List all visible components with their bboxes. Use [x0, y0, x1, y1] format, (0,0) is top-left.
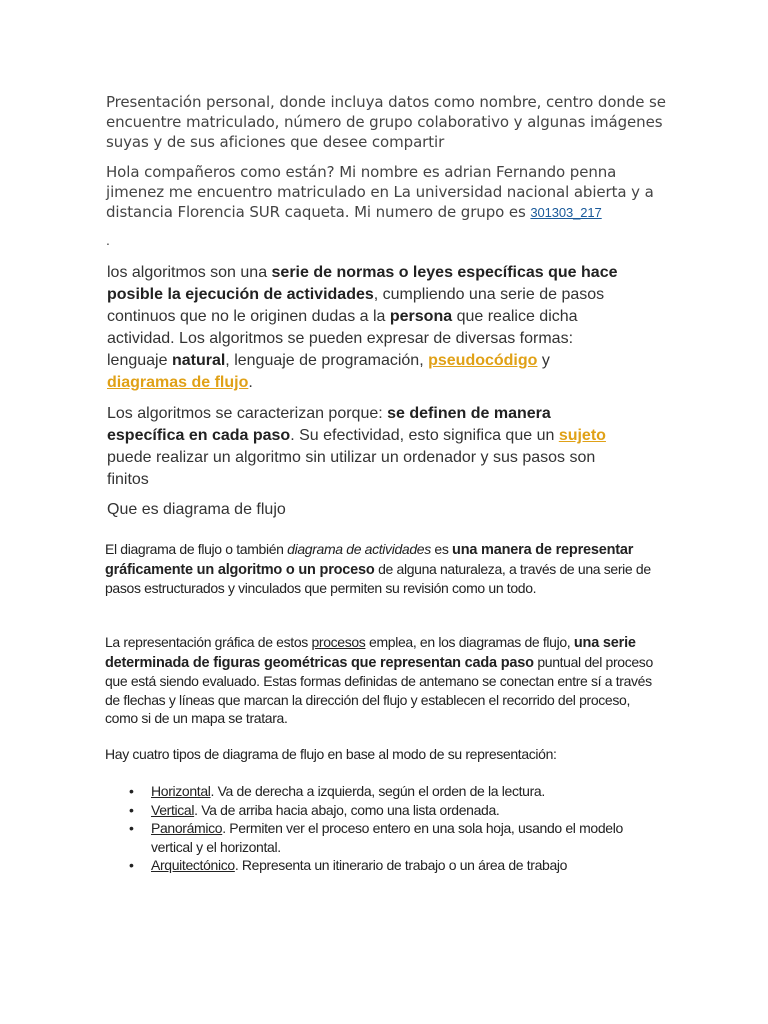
bullet-icon: • — [129, 820, 134, 836]
representation-bold: una serie determinada de figuras geométricas que representan cada paso — [105, 635, 636, 671]
types-list — [105, 782, 665, 875]
definition-paragraph — [105, 540, 665, 598]
algorithms-text-6: . — [248, 374, 253, 391]
list-item — [105, 782, 665, 801]
algorithms-bold-persona: persona — [389, 308, 453, 325]
question-heading: Que es diagrama de flujo — [107, 501, 286, 518]
procesos-link[interactable]: procesos — [311, 634, 366, 650]
sujeto-link[interactable]: sujeto — [558, 427, 606, 444]
representation-paragraph — [105, 633, 665, 728]
bullet-icon: • — [129, 783, 134, 799]
list-item — [105, 856, 665, 875]
algorithms-text-4: , lenguaje de programación, — [225, 352, 429, 369]
representation-text-1: La representación gráfica de estos — [105, 634, 312, 650]
definition-text-3: de alguna naturaleza, a través de una serie de pasos estructurados y vinculados que permiten su revisión como un todo. — [105, 560, 651, 596]
characteristics-text-3: puede realizar un algoritmo sin utilizar un ordenador y sus pasos son finitos — [107, 449, 596, 488]
definition-bold: una manera de representar gráficamente un algoritmo o un proceso — [105, 542, 634, 578]
characteristics-paragraph — [107, 403, 627, 491]
type-vertical-desc: . Va de arriba hacia abajo, como una lista ordenada. — [194, 801, 500, 818]
algorithms-bold-natural: natural — [171, 352, 226, 369]
algorithms-text-5: y — [537, 352, 550, 369]
characteristics-text-1: Los algoritmos se caracterizan porque: — [107, 405, 388, 422]
pseudocodigo-link[interactable]: pseudocódigo — [428, 352, 538, 369]
types-intro: Hay cuatro tipos de diagrama de flujo en base al modo de su representación: — [105, 746, 557, 762]
intro-text: Presentación personal, donde incluya datos como nombre, centro donde se encuentre matriculado, número de grupo colaborativo y algunas imágenes suyas y de sus aficiones que desee compartir — [106, 93, 666, 151]
type-arquitectonico-link[interactable]: Arquitectónico — [151, 857, 235, 873]
representation-text-2: emplea, en los diagramas de flujo, — [365, 634, 574, 650]
definition-text-1: El diagrama de flujo o también — [105, 541, 288, 557]
representation-text-3: puntual del proceso que está siendo evaluado. Estas formas definidas de antemano se conectan entre sí a través de flechas y líneas que marcan la dirección del flujo y establecen el recorrido del proceso, como si de un mapa se tratara. — [105, 653, 653, 726]
algorithms-text-2: , cumpliendo una serie de pasos continuos que no le originen dudas a la — [107, 286, 605, 325]
bullet-icon: • — [129, 801, 134, 818]
group-number-link[interactable]: 301303_217 — [530, 205, 602, 220]
type-panoramico-link[interactable]: Panorámico — [151, 820, 223, 836]
intro-paragraph — [106, 92, 666, 152]
algorithms-paragraph — [107, 262, 627, 394]
type-arquitectonico-desc: . Representa un itinerario de trabajo o un área de trabajo — [234, 857, 568, 873]
type-horizontal-link[interactable]: Horizontal — [151, 783, 211, 799]
list-item — [105, 801, 665, 820]
algorithms-text-1: los algoritmos son una — [107, 264, 272, 281]
type-vertical-link[interactable]: Vertical — [151, 801, 195, 818]
characteristics-text-2: . Su efectividad, esto significa que un — [290, 427, 559, 444]
trailing-period: . — [106, 232, 110, 248]
definition-text-2: es — [430, 541, 453, 557]
type-panoramico-desc: . Permiten ver el proceso entero en una sola hoja, usando el modelo vertical y el horizontal. — [151, 820, 623, 855]
bullet-icon: • — [129, 857, 134, 873]
definition-italic: diagrama de actividades — [287, 541, 431, 557]
list-item — [105, 819, 665, 856]
algorithms-bold-1: serie de normas o leyes específicas que hace posible la ejecución de actividades — [107, 264, 618, 303]
diagramas-de-flujo-link[interactable]: diagramas de flujo — [107, 374, 249, 391]
greeting-paragraph — [106, 162, 666, 223]
greeting-text: Hola compañeros como están? Mi nombre es adrian Fernando penna jimenez me encuentro matriculado en La universidad nacional abierta y a distancia Florencia SUR caqueta. Mi numero de grupo es — [106, 163, 654, 221]
characteristics-bold: se definen de manera específica en cada paso — [107, 405, 551, 444]
algorithms-text-3: que realice dicha actividad. Los algoritmos se pueden expresar de diversas formas: lenguaje — [107, 308, 578, 369]
type-horizontal-desc: . Va de derecha a izquierda, según el orden de la lectura. — [210, 783, 545, 799]
